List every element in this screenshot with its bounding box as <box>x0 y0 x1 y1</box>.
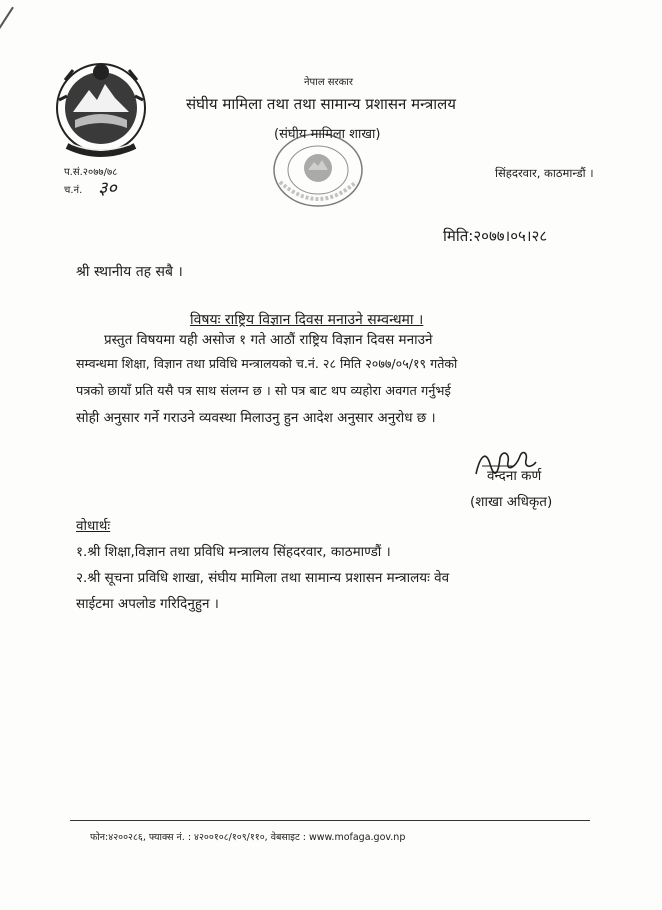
cc-heading: वोधार्थः <box>76 518 111 534</box>
fiscal-year: प.सं.२०७७/७८ <box>64 167 118 178</box>
subject: विषयः राष्ट्रिय विज्ञान दिवस मनाउने सम्वन्धमा । <box>190 312 424 328</box>
body-line: पत्रको छायाँ प्रति यसै पत्र साथ संलग्न छ । सो पत्र बाट थप व्यहोरा अवगत गर्नुभई <box>76 384 451 399</box>
cc-line: साईटमा अपलोड गरिदिनुहुन । <box>76 596 219 612</box>
office-location: सिंहदरवार, काठमान्डौं । <box>495 166 594 180</box>
body-line: सोही अनुसार गर्ने गराउने व्यवस्था मिलाउनु हुन आदेश अनुसार अनुरोध छ । <box>76 410 436 426</box>
signatory-title: (शाखा अधिकृत) <box>470 494 553 510</box>
recipient: श्री स्थानीय तह सबै । <box>76 264 183 280</box>
ministry-name: संघीय मामिला तथा तथा सामान्य प्रशासन मन्त्रालय <box>186 95 456 113</box>
footer-divider <box>70 820 590 821</box>
body-line: प्रस्तुत विषयमा यही असोज १ गते आठौं राष्ट्रिय विज्ञान दिवस मनाउने <box>104 332 433 348</box>
dispatch-number: ३० <box>98 178 117 199</box>
body-line: सम्वन्धमा शिक्षा, विज्ञान तथा प्रविधि मन्त्रालयको च.नं. २८ मिति २०७७/०५/१९ गतेको <box>76 356 458 371</box>
letter-date: मिति:२०७७।०५।२८ <box>443 227 548 245</box>
cc-line: २.श्री सूचना प्रविधि शाखा, संघीय मामिला तथा सामान्य प्रशासन मन्त्रालयः वेव <box>76 570 450 586</box>
footer-contact: फोन:४२००२८६, फ्याक्स नं. : ४२००१०८/१०९/११०, वेबसाइट : www.mofaga.gov.np <box>90 832 406 843</box>
scan-artifact-line <box>0 7 14 45</box>
cc-line: १.श्री शिक्षा,विज्ञान तथा प्रविधि मन्त्रालय सिंहदरवार, काठमाण्डौं । <box>76 544 391 560</box>
dispatch-number-label: च.नं. <box>64 185 83 196</box>
government-name: नेपाल सरकार <box>304 77 353 88</box>
office-stamp-seal-icon <box>272 130 364 210</box>
signatory-name: वन्दना कर्ण <box>487 468 542 484</box>
section-name: (संघीय मामिला शाखा) <box>274 127 381 142</box>
nepal-government-emblem-icon <box>45 50 157 162</box>
